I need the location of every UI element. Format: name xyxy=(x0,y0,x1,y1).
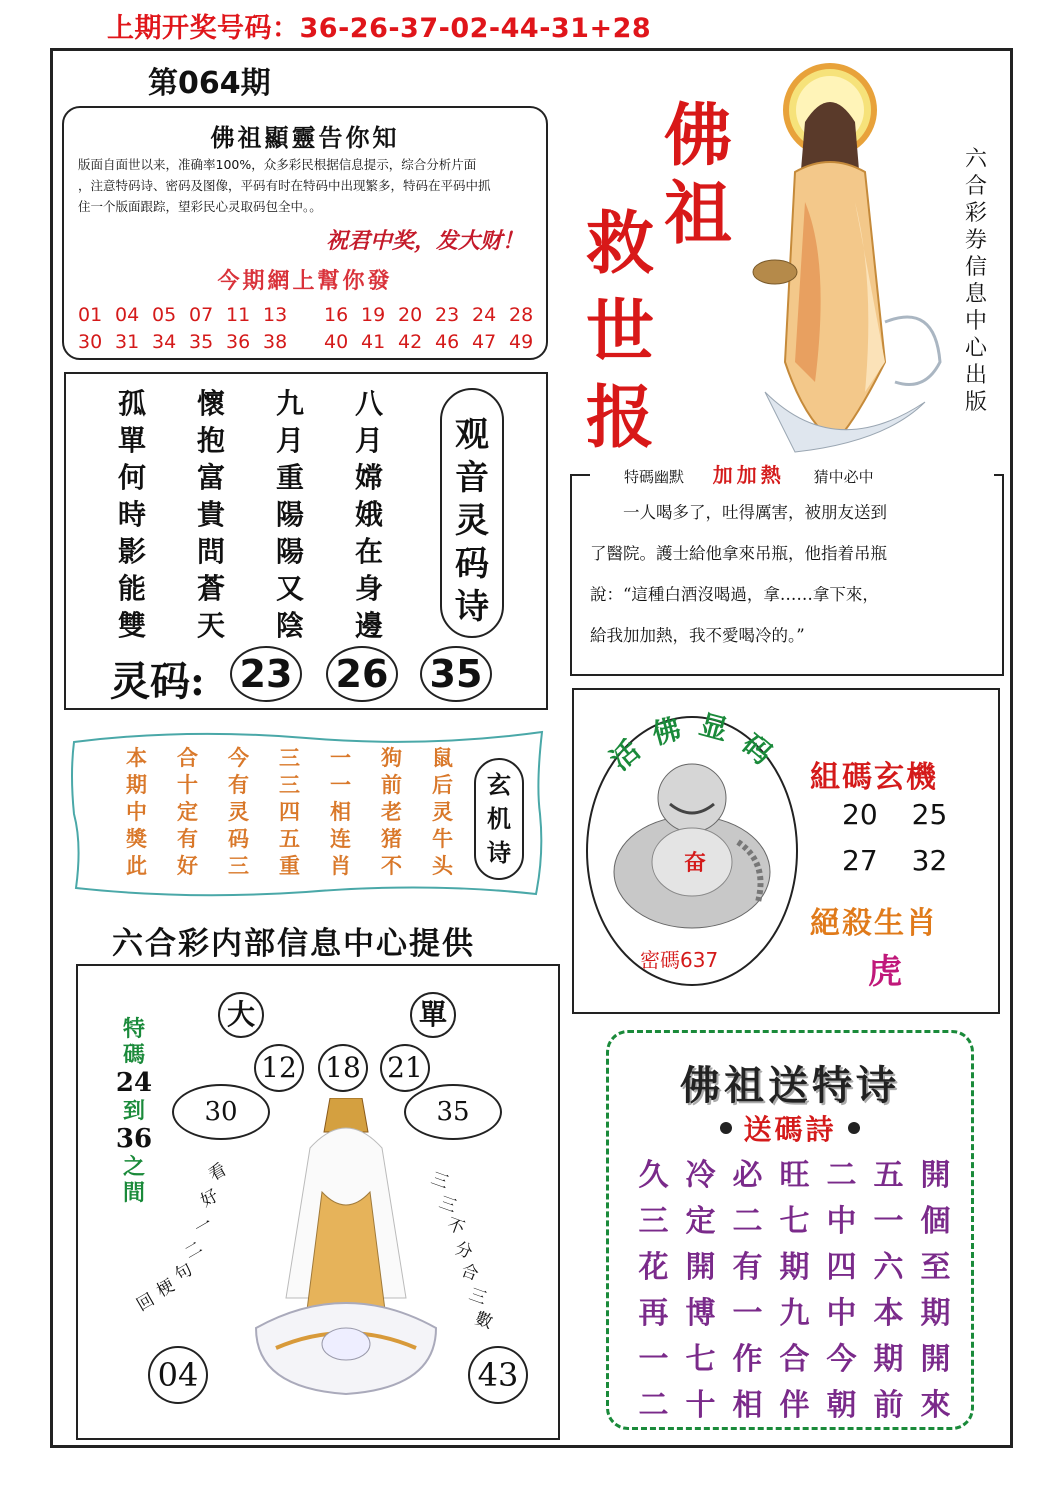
poem-char: 月 xyxy=(276,424,305,457)
poem-char: 前 xyxy=(381,772,402,797)
arc-title-char: 活 xyxy=(603,733,647,777)
circle-number: 21 xyxy=(387,1051,423,1084)
special-poem-subtitle: 送碼詩 xyxy=(743,1113,837,1146)
poem-char: 久 xyxy=(638,1158,669,1193)
poem-char: 五 xyxy=(279,826,300,851)
poem-char: 來 xyxy=(920,1388,951,1423)
poem-char: 朝 xyxy=(826,1388,857,1423)
corner-circle xyxy=(148,1346,208,1404)
guanyin-poem-label xyxy=(440,388,504,638)
poem-row xyxy=(126,742,483,769)
poem-char: 今 xyxy=(826,1342,857,1377)
poem-char: 本 xyxy=(126,745,147,770)
number-row xyxy=(78,302,538,329)
poem-char: 蒼 xyxy=(197,572,226,605)
poem-row xyxy=(630,1288,959,1334)
poem-char: 十 xyxy=(177,772,198,797)
joke-line: 給我加加熱，我不愛喝冷的。” xyxy=(590,626,805,645)
arc-char: 分 xyxy=(452,1238,476,1264)
publisher-char: 六 xyxy=(964,147,987,172)
lucky-number: 31 xyxy=(115,331,140,353)
poem-char: 一 xyxy=(638,1342,669,1377)
arc-title-char: 显 xyxy=(695,707,732,748)
title-char-bao: 报 xyxy=(586,378,655,458)
guanyin-standing-illustration xyxy=(735,62,950,462)
title-char-jiu: 救 xyxy=(586,204,655,284)
label-char: 诗 xyxy=(487,838,511,867)
range-end-char: 間 xyxy=(122,1180,145,1206)
last-draw-header: 上期开奖号码：36-26-37-02-44-31+28 xyxy=(107,13,652,44)
arc-char: 好 xyxy=(197,1185,223,1212)
corner-circle xyxy=(468,1346,528,1404)
publisher-char: 券 xyxy=(964,228,987,253)
joke-line: 說：“這種白酒沒喝過，拿……拿下來， xyxy=(590,585,879,604)
arc-title-char: 佛 xyxy=(648,711,685,752)
poem-char: 一 xyxy=(732,1296,763,1331)
arc-char: 數 xyxy=(472,1308,496,1334)
poem-char: 好 xyxy=(177,853,198,878)
arc-char: 梗 xyxy=(153,1275,179,1302)
code-circle xyxy=(326,646,398,702)
lucky-number: 49 xyxy=(509,331,534,353)
poem-char: 九 xyxy=(276,387,305,420)
poem-char: 二 xyxy=(638,1388,669,1423)
kill-value: 虎 xyxy=(868,952,902,992)
poem-char: 個 xyxy=(920,1204,951,1239)
poem-char: 雙 xyxy=(118,609,147,642)
poem-row xyxy=(118,530,434,567)
publisher-char: 出 xyxy=(964,363,987,388)
poem-char: 二 xyxy=(732,1204,763,1239)
poem-char: 合 xyxy=(779,1342,810,1377)
number-circle xyxy=(380,1044,430,1092)
poem-row xyxy=(630,1242,959,1288)
bullet-icon xyxy=(848,1122,860,1134)
online-numbers xyxy=(78,302,538,356)
poem-char: 獎 xyxy=(126,826,147,851)
poem-row xyxy=(118,419,434,456)
buddha-arc-title xyxy=(600,700,780,777)
poem-char: 開 xyxy=(685,1250,716,1285)
laughing-buddha-illustration xyxy=(608,752,776,932)
special-label-char: 特 xyxy=(122,1016,145,1042)
poem-char: 七 xyxy=(779,1204,810,1239)
combo-number: 32 xyxy=(911,844,948,877)
poem-char: 富 xyxy=(197,461,226,494)
guanyin-poem-grid xyxy=(118,382,434,641)
lucky-number: 41 xyxy=(361,331,386,353)
poem-row xyxy=(126,850,483,877)
lucky-number: 38 xyxy=(263,331,288,353)
poem-row xyxy=(118,604,434,641)
arc-char: 不 xyxy=(444,1214,468,1240)
poem-char: 今 xyxy=(228,745,249,770)
poem-char: 不 xyxy=(381,853,402,878)
intro-line: 住一个版面跟踪，望彩民心灵取码包全中。。 xyxy=(78,199,322,214)
arc-char: 三 xyxy=(466,1284,490,1310)
guanyin-seated-illustration xyxy=(236,1098,456,1398)
single-label: 單 xyxy=(418,998,447,1031)
poem-row xyxy=(118,567,434,604)
poem-row xyxy=(630,1196,959,1242)
poem-char: 肖 xyxy=(330,853,351,878)
publisher-vertical xyxy=(962,146,990,416)
poem-char: 花 xyxy=(638,1250,669,1285)
poem-char: 嫦 xyxy=(355,461,384,494)
poem-char: 猪 xyxy=(381,826,402,851)
poem-char: 期 xyxy=(873,1342,904,1377)
poem-char: 期 xyxy=(779,1250,810,1285)
poem-char: 码 xyxy=(228,826,249,851)
range-word: 到 xyxy=(122,1098,145,1124)
poem-char: 狗 xyxy=(381,745,402,770)
poem-char: 再 xyxy=(638,1296,669,1331)
poem-char: 十 xyxy=(685,1388,716,1423)
poem-row xyxy=(630,1334,959,1380)
combo-numbers xyxy=(842,792,947,884)
poem-char: 陽 xyxy=(276,535,305,568)
guanyin-poem-label-text xyxy=(442,414,502,629)
poem-char: 四 xyxy=(279,799,300,824)
wish-text: 祝君中奖，发大财！ xyxy=(325,228,524,254)
poem-char: 孤 xyxy=(118,387,147,420)
code-label: 灵码: xyxy=(110,658,205,705)
oval-number: 35 xyxy=(436,1097,470,1127)
big-circle xyxy=(218,992,264,1038)
poem-char: 四 xyxy=(826,1250,857,1285)
special-poem-subtitle-row xyxy=(640,1108,940,1148)
lucky-number: 13 xyxy=(263,304,288,326)
special-poem-grid xyxy=(630,1150,959,1426)
poem-char: 合 xyxy=(177,745,198,770)
number-row xyxy=(78,329,538,356)
poem-char: 必 xyxy=(732,1158,763,1193)
poem-char: 老 xyxy=(381,799,402,824)
poem-char: 头 xyxy=(432,853,453,878)
lucky-number: 28 xyxy=(509,304,534,326)
range-end-char: 之 xyxy=(122,1154,145,1180)
poem-row xyxy=(118,456,434,493)
poem-char: 灵 xyxy=(228,799,249,824)
poem-char: 開 xyxy=(920,1342,951,1377)
poem-char: 有 xyxy=(732,1250,763,1285)
poem-char: 又 xyxy=(276,572,305,605)
circle-number: 18 xyxy=(325,1051,361,1084)
poem-char: 伴 xyxy=(779,1388,810,1423)
combo-title: 組碼玄機 xyxy=(810,760,938,795)
poem-char: 一 xyxy=(330,745,351,770)
combo-row xyxy=(842,838,947,884)
lucky-number: 01 xyxy=(78,304,103,326)
lucky-number: 35 xyxy=(189,331,214,353)
poem-char: 冷 xyxy=(685,1158,716,1193)
intro-text xyxy=(78,154,536,217)
lucky-number: 20 xyxy=(398,304,423,326)
poem-char: 單 xyxy=(118,424,147,457)
arc-title-char: 码 xyxy=(735,727,779,771)
joke-title: 加加熱 xyxy=(712,463,785,487)
poem-char: 三 xyxy=(638,1204,669,1239)
label-char: 机 xyxy=(487,804,511,833)
range-from: 24 xyxy=(115,1068,153,1098)
poem-char: 相 xyxy=(330,799,351,824)
poem-char: 娥 xyxy=(355,498,384,531)
poem-char: 二 xyxy=(826,1158,857,1193)
poem-char: 连 xyxy=(330,826,351,851)
lucky-number: 47 xyxy=(472,331,497,353)
publisher-char: 中 xyxy=(964,309,987,334)
title-char-shi: 世 xyxy=(586,292,655,372)
poem-char: 作 xyxy=(732,1342,763,1377)
poem-char: 鼠 xyxy=(432,745,453,770)
poem-char: 旺 xyxy=(779,1158,810,1193)
arc-char: 三 xyxy=(428,1168,452,1194)
arc-char: 一 xyxy=(191,1213,217,1240)
intro-line: ，注意特码诗、密码及图像，平码有时在特码中出现繁多，特码在平码中抓 xyxy=(78,178,491,193)
publisher-char: 彩 xyxy=(964,201,987,226)
poem-char: 八 xyxy=(355,387,384,420)
poem-char: 期 xyxy=(920,1296,951,1331)
poem-row xyxy=(126,823,483,850)
publisher-char: 版 xyxy=(964,390,987,415)
joke-text xyxy=(590,492,994,656)
lucky-number: 05 xyxy=(152,304,177,326)
poem-char: 月 xyxy=(355,424,384,457)
secret-code: 密碼637 xyxy=(640,948,719,972)
poem-char: 貴 xyxy=(197,498,226,531)
poem-char: 中 xyxy=(826,1296,857,1331)
title-char-zu: 祖 xyxy=(664,174,733,254)
poem-char: 重 xyxy=(276,461,305,494)
poem-char: 相 xyxy=(732,1388,763,1423)
poem-char: 本 xyxy=(873,1296,904,1331)
combo-number: 20 xyxy=(842,798,878,831)
poem-char: 抱 xyxy=(197,424,226,457)
special-poem-title: 佛祖送特诗 xyxy=(680,1062,900,1109)
poem-char: 在 xyxy=(355,535,384,568)
lucky-number: 11 xyxy=(226,304,251,326)
poem-row xyxy=(118,382,434,419)
code-number: 26 xyxy=(335,652,389,696)
poem-char: 定 xyxy=(685,1204,716,1239)
joke-header xyxy=(590,462,994,490)
poem-char: 一 xyxy=(330,772,351,797)
joke-line: 了醫院。護士給他拿來吊瓶，他指着吊瓶 xyxy=(590,544,887,563)
number-circle xyxy=(318,1044,368,1092)
joke-line: 一人喝多了，吐得厲害，被朋友送到 xyxy=(590,503,887,522)
poem-char: 有 xyxy=(228,772,249,797)
lucky-number: 07 xyxy=(189,304,214,326)
lucky-number: 36 xyxy=(226,331,251,353)
combo-number: 27 xyxy=(842,844,878,877)
poem-char: 至 xyxy=(920,1250,951,1285)
code-number: 23 xyxy=(239,652,293,696)
poem-char: 博 xyxy=(685,1296,716,1331)
label-char: 码 xyxy=(455,544,489,584)
poem-row xyxy=(118,493,434,530)
label-char: 观 xyxy=(455,415,489,455)
intro-box xyxy=(62,106,548,360)
arc-char: 看 xyxy=(205,1159,231,1186)
poem-char: 能 xyxy=(118,572,147,605)
combo-number: 25 xyxy=(911,798,948,831)
mystery-poem-grid xyxy=(126,742,483,877)
issue-number: 第064期 xyxy=(148,66,271,101)
poem-char: 開 xyxy=(920,1158,951,1193)
poem-char: 重 xyxy=(279,853,300,878)
special-label-char: 碼 xyxy=(122,1042,145,1068)
corner-number: 04 xyxy=(157,1356,199,1394)
poem-char: 定 xyxy=(177,799,198,824)
poem-char: 牛 xyxy=(432,826,453,851)
poem-row xyxy=(126,769,483,796)
kill-title: 絕殺生肖 xyxy=(810,906,938,941)
lucky-number: 16 xyxy=(324,304,349,326)
poem-row xyxy=(126,796,483,823)
poem-char: 灵 xyxy=(432,799,453,824)
label-char: 玄 xyxy=(487,770,511,799)
label-char: 灵 xyxy=(455,501,489,541)
publisher-char: 信 xyxy=(964,255,987,280)
label-char: 诗 xyxy=(455,587,489,627)
poem-char: 有 xyxy=(177,826,198,851)
poem-char: 一 xyxy=(873,1204,904,1239)
lucky-number: 04 xyxy=(115,304,140,326)
arc-char: 三 xyxy=(436,1192,460,1218)
oval-number: 30 xyxy=(204,1097,238,1127)
poem-char: 三 xyxy=(279,772,300,797)
poem-char: 何 xyxy=(118,461,147,494)
lucky-number: 40 xyxy=(324,331,349,353)
special-range xyxy=(114,1016,154,1206)
lucky-number: 24 xyxy=(472,304,497,326)
label-char: 音 xyxy=(455,458,489,498)
poem-char: 陰 xyxy=(276,609,305,642)
single-circle xyxy=(410,992,456,1038)
poem-char: 中 xyxy=(126,799,147,824)
poem-row xyxy=(630,1150,959,1196)
poem-char: 懷 xyxy=(197,387,226,420)
number-circle xyxy=(254,1044,304,1092)
circle-number: 12 xyxy=(261,1051,297,1084)
lucky-number: 19 xyxy=(361,304,386,326)
arc-char: 二 xyxy=(181,1237,207,1264)
lucky-number: 34 xyxy=(152,331,177,353)
poem-char: 陽 xyxy=(276,498,305,531)
online-title: 今期網上幫你發 xyxy=(217,268,393,294)
code-circle xyxy=(230,646,302,702)
lucky-number: 30 xyxy=(78,331,103,353)
poem-char: 影 xyxy=(118,535,147,568)
poem-char: 問 xyxy=(197,535,226,568)
code-number: 35 xyxy=(429,652,483,696)
code-circle xyxy=(420,646,492,702)
lucky-number: 42 xyxy=(398,331,423,353)
bullet-icon xyxy=(720,1122,732,1134)
title-char-fo: 佛 xyxy=(664,96,733,176)
poem-char: 六 xyxy=(873,1250,904,1285)
poem-row xyxy=(630,1380,959,1426)
intro-line: 版面自面世以来，准确率100%，众多彩民根据信息提示，综合分析片面 xyxy=(78,157,477,172)
combo-row xyxy=(842,792,947,838)
poem-char: 七 xyxy=(685,1342,716,1377)
intro-title: 佛祖顯靈告你知 xyxy=(210,123,400,152)
publisher-char: 息 xyxy=(964,282,987,307)
poem-char: 中 xyxy=(826,1204,857,1239)
corner-number: 43 xyxy=(477,1356,519,1394)
arc-char: 合 xyxy=(458,1260,482,1286)
poem-char: 前 xyxy=(873,1388,904,1423)
lucky-number: 23 xyxy=(435,304,460,326)
lucky-number: 46 xyxy=(435,331,460,353)
buddha-belly-char: 奋 xyxy=(684,851,707,876)
poem-char: 三 xyxy=(228,853,249,878)
poem-char: 邊 xyxy=(355,609,384,642)
publisher-char: 心 xyxy=(964,336,987,361)
footer-credit: 六合彩内部信息中心提供 xyxy=(112,926,475,962)
poem-char: 三 xyxy=(279,745,300,770)
poem-char: 后 xyxy=(432,772,453,797)
arc-char: 回 xyxy=(133,1289,159,1316)
poem-char: 天 xyxy=(197,609,226,642)
arc-char: 句 xyxy=(171,1259,197,1286)
poem-char: 此 xyxy=(126,853,147,878)
mystery-poem-label xyxy=(474,758,524,880)
poem-char: 五 xyxy=(873,1158,904,1193)
mystery-poem-label-text xyxy=(476,768,522,870)
joke-label-left: 特碼幽默 xyxy=(624,468,685,486)
poem-char: 時 xyxy=(118,498,147,531)
range-to: 36 xyxy=(115,1124,153,1154)
big-label: 大 xyxy=(226,998,255,1031)
poem-char: 身 xyxy=(355,572,384,605)
poem-char: 九 xyxy=(779,1296,810,1331)
joke-label-right: 猜中必中 xyxy=(813,468,874,486)
poem-char: 期 xyxy=(126,772,147,797)
publisher-char: 合 xyxy=(964,174,987,199)
